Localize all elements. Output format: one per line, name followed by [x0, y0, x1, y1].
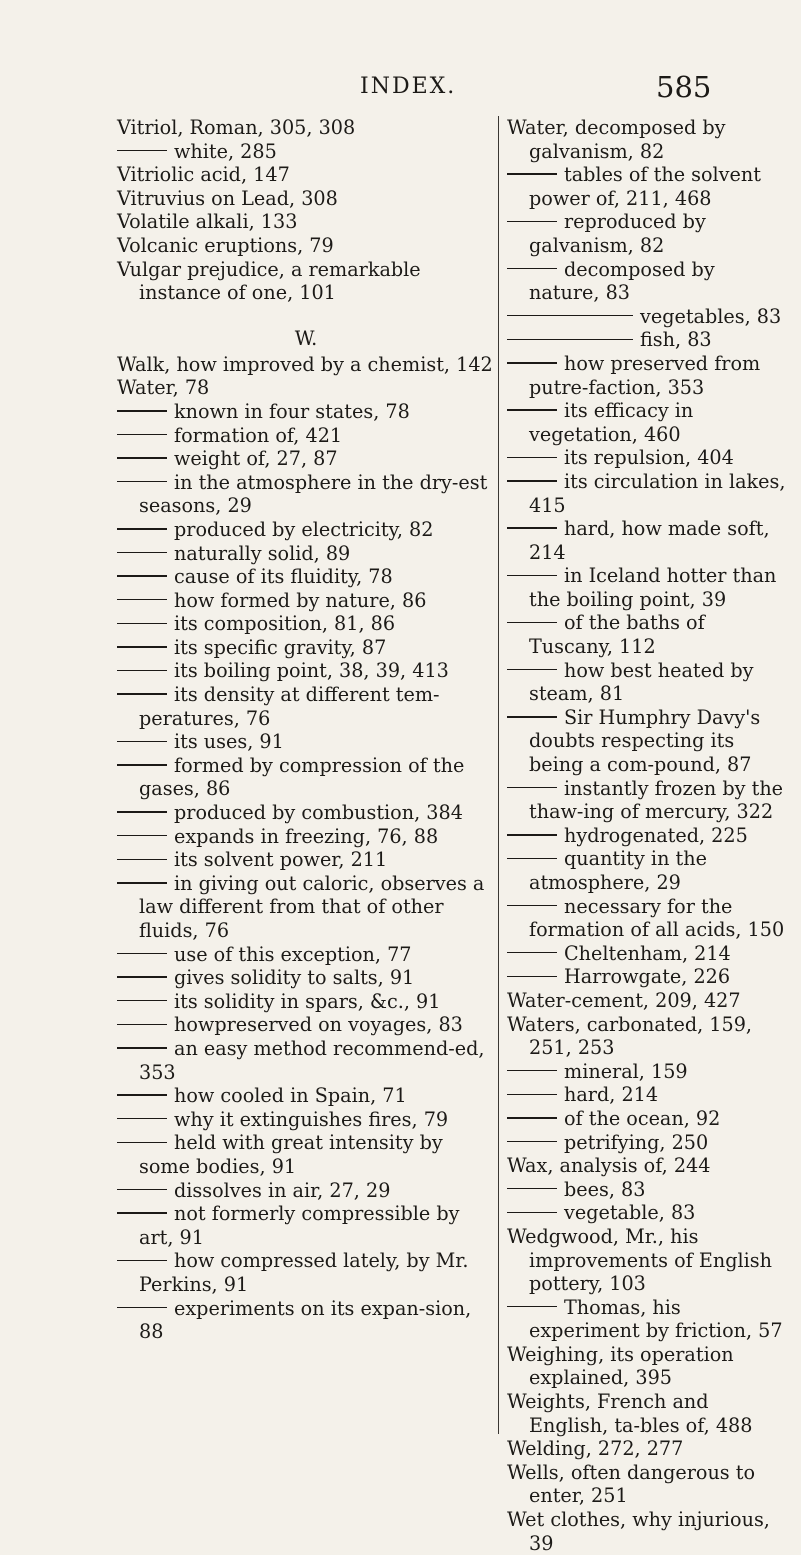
ditto-dash: [507, 858, 557, 859]
ditto-dash: [117, 434, 167, 435]
index-entry-text: its efficacy in vegetation, 460: [529, 399, 694, 446]
ditto-dash: [117, 670, 167, 671]
index-entry: [117, 471, 495, 518]
index-entry-text: of the ocean, 92: [564, 1106, 721, 1130]
index-entry-text: fish, 83: [640, 328, 712, 352]
ditto-dash: [117, 481, 167, 482]
index-entry-text: Waters, carbonated, 159, 251, 253: [507, 1012, 753, 1060]
index-entry-text: Water-cement, 209, 427: [507, 988, 741, 1012]
index-entry: [507, 1083, 787, 1107]
index-entry: [117, 542, 495, 566]
index-entry-text: mineral, 159: [564, 1059, 688, 1083]
index-entry: [507, 1343, 787, 1390]
index-entry: [117, 1249, 495, 1296]
ditto-dash: [507, 575, 557, 576]
index-entry: [117, 1108, 495, 1132]
index-entry-text: naturally solid, 89: [174, 541, 351, 565]
index-entry-text: Thomas, his experiment by friction, 57: [529, 1295, 783, 1343]
index-entry-text: Vulgar prejudice, a remarkable instance of one, 101: [117, 257, 421, 305]
index-entry: [507, 706, 787, 777]
index-entry-text: Welding, 272, 277: [507, 1437, 684, 1461]
running-title: INDEX.: [360, 74, 457, 99]
index-entry-text: of the baths of Tuscany, 112: [529, 611, 705, 659]
index-entry: [507, 824, 787, 848]
index-entry-text: bees, 83: [564, 1177, 646, 1201]
ditto-dash: [507, 480, 557, 481]
ditto-dash: [117, 741, 167, 742]
ditto-dash: [117, 859, 167, 860]
ditto-dash: [117, 1189, 167, 1190]
index-entry: [117, 730, 495, 754]
ditto-dash: [507, 1070, 557, 1071]
index-entry-text: produced by electricity, 82: [174, 517, 434, 541]
index-entry: [507, 777, 787, 824]
index-entry-text: vegetables, 83: [640, 304, 782, 328]
index-entry-text: weight of, 27, 87: [174, 447, 338, 471]
index-entry-text: hard, how made soft, 214: [529, 517, 770, 564]
index-entry-text: formation of, 421: [174, 423, 343, 447]
index-entry: [117, 872, 495, 943]
index-entry-text: vegetable, 83: [564, 1201, 696, 1225]
index-entry: [117, 1297, 495, 1344]
ditto-dash: [507, 362, 557, 363]
index-entry: [117, 234, 495, 258]
index-entry-text: experiments on its expan-sion, 88: [139, 1296, 472, 1344]
index-entry: [507, 517, 787, 564]
index-entry-text: Walk, how improved by a chemist, 142: [117, 352, 493, 376]
index-entry-text: Water, decomposed by galvanism, 82: [507, 116, 726, 163]
ditto-dash: [117, 575, 167, 576]
index-entry-text: how preserved from putre-faction, 353: [529, 351, 761, 399]
ditto-dash: [507, 787, 557, 788]
ditto-dash: [117, 1047, 167, 1048]
ditto-dash: [117, 623, 167, 624]
index-entry-text: use of this exception, 77: [174, 942, 412, 966]
index-entry-text: Weighing, its operation explained, 395: [507, 1342, 734, 1390]
index-entry: [117, 518, 495, 542]
index-column-right: [507, 116, 787, 1555]
ditto-dash: [117, 764, 167, 765]
ditto-dash: [117, 528, 167, 529]
ditto-dash: [117, 1118, 167, 1119]
index-entry: [507, 965, 787, 989]
ditto-dash: [507, 457, 557, 458]
index-entry-text: tables of the solvent power of, 211, 468: [529, 163, 761, 210]
index-entry-text: white, 285: [174, 139, 277, 163]
index-entry-text: how cooled in Spain, 71: [174, 1084, 407, 1108]
index-entry-text: quantity in the atmosphere, 29: [529, 847, 707, 894]
index-entry-text: instantly frozen by the thaw-ing of mercury, 322: [529, 776, 784, 824]
index-entry: [117, 116, 495, 140]
ditto-dash: [117, 835, 167, 836]
ditto-dash: [507, 1212, 557, 1213]
index-entry-text: how formed by nature, 86: [174, 588, 427, 612]
index-entry: [117, 1084, 495, 1108]
index-entry: [507, 1178, 787, 1202]
index-entry: [507, 1508, 787, 1555]
index-entry-text: reproduced by galvanism, 82: [529, 210, 706, 257]
ditto-dash: [507, 527, 557, 528]
index-entry-text: Volcanic eruptions, 79: [117, 233, 334, 257]
index-entry: [507, 1154, 787, 1178]
index-entry-text: its solidity in spars, &c., 91: [174, 989, 441, 1013]
index-entry: [507, 1296, 787, 1343]
index-entry: [117, 1179, 495, 1203]
index-entry: [507, 1060, 787, 1084]
index-entry-text: hard, 214: [564, 1083, 659, 1107]
index-entry: [117, 589, 495, 613]
index-entry: [117, 683, 495, 730]
index-entry-text: how best heated by steam, 81: [529, 658, 754, 706]
index-entry: [507, 611, 787, 658]
ditto-dash: [507, 834, 557, 835]
index-entry: [507, 1013, 787, 1060]
index-entry: [117, 163, 495, 187]
index-entry-text: gives solidity to salts, 91: [174, 966, 415, 990]
index-entry-text: decomposed by nature, 83: [529, 257, 715, 305]
index-entry-text: in the atmosphere in the dry-est seasons, 29: [139, 470, 488, 518]
index-entry-text: held with great intensity by some bodies, 91: [139, 1131, 443, 1178]
ditto-dash: [117, 150, 167, 151]
index-entry-text: Vitriol, Roman, 305, 308: [117, 116, 356, 139]
ditto-dash: [117, 646, 167, 647]
index-entry-text: its solvent power, 211: [174, 848, 388, 872]
index-entry: [117, 187, 495, 211]
index-entry-text: how compressed lately, by Mr. Perkins, 91: [139, 1249, 469, 1296]
ditto-dash: [507, 1094, 557, 1095]
column-divider: [498, 116, 499, 1434]
index-entry: [117, 353, 495, 377]
index-entry: [507, 305, 787, 329]
index-entry: [507, 163, 787, 210]
index-entry: [117, 848, 495, 872]
ditto-dash: [507, 221, 557, 222]
index-entry-text: Volatile alkali, 133: [117, 210, 298, 234]
ditto-dash: [507, 1141, 557, 1142]
index-entry-text: its boiling point, 38, 39, 413: [174, 659, 449, 683]
ditto-dash: [117, 882, 167, 883]
index-entry: [507, 1201, 787, 1225]
ditto-dash: [117, 552, 167, 553]
page-number: 585: [656, 70, 712, 104]
index-entry-text: howpreserved on voyages, 83: [174, 1013, 463, 1037]
index-entry: [507, 659, 787, 706]
index-entry-text: necessary for the formation of all acids, 150: [529, 894, 785, 942]
section-letter: [117, 327, 495, 351]
index-entry: [507, 1390, 787, 1437]
index-entry: [507, 1437, 787, 1461]
index-entry-text: dissolves in air, 27, 29: [174, 1178, 391, 1202]
ditto-dash: [117, 811, 167, 812]
index-entry: [507, 1131, 787, 1155]
index-entry: [507, 210, 787, 257]
index-entry: [507, 1107, 787, 1131]
ditto-dash: [507, 268, 557, 269]
ditto-dash: [117, 1142, 167, 1143]
index-entry-text: Wells, often dangerous to enter, 251: [507, 1460, 756, 1508]
ditto-dash: [507, 1306, 557, 1307]
ditto-dash: [117, 457, 167, 458]
index-entry: [117, 1013, 495, 1037]
ditto-dash: [117, 1212, 167, 1213]
index-entry-text: Wet clothes, why injurious, 39: [507, 1508, 770, 1555]
ditto-dash: [117, 976, 167, 977]
ditto-dash: [507, 1117, 557, 1118]
ditto-dash: [507, 622, 557, 623]
index-entry: [117, 636, 495, 660]
index-entry-text: Vitriolic acid, 147: [117, 163, 290, 187]
index-entry: [117, 210, 495, 234]
index-entry: [507, 328, 787, 352]
index-entry-text: produced by combustion, 384: [174, 801, 463, 825]
index-entry: [117, 612, 495, 636]
index-entry: [117, 1202, 495, 1249]
index-entry-text: Water, 78: [117, 376, 210, 400]
index-entry: [117, 424, 495, 448]
ditto-dash: [507, 952, 557, 953]
index-entry: [507, 446, 787, 470]
ditto-dash: [507, 669, 557, 670]
index-entry: [117, 447, 495, 471]
index-entry-text: Sir Humphry Davy's doubts respecting its being a com-pound, 87: [529, 705, 761, 777]
ditto-dash: [507, 409, 557, 410]
index-entry: [507, 399, 787, 446]
ditto-dash: [507, 976, 557, 977]
ditto-dash: [507, 905, 557, 906]
ditto-dash: [117, 1024, 167, 1025]
ditto-dash: [117, 1260, 167, 1261]
index-entry: [507, 989, 787, 1013]
index-entry-text: formed by compression of the gases, 86: [139, 753, 465, 801]
index-entry: [117, 966, 495, 990]
ditto-dash: [507, 315, 633, 316]
index-entry: [507, 564, 787, 611]
index-entry: [117, 1131, 495, 1178]
index-entry: [507, 895, 787, 942]
index-entry: [507, 470, 787, 517]
ditto-dash: [507, 339, 633, 340]
index-entry-text: known in four states, 78: [174, 399, 410, 423]
index-entry: [117, 1037, 495, 1084]
index-entry-text: why it extinguishes fires, 79: [174, 1107, 449, 1131]
index-entry: [117, 990, 495, 1014]
index-entry: [507, 116, 787, 163]
index-entry-text: its composition, 81, 86: [174, 612, 396, 636]
index-entry: [507, 847, 787, 894]
index-entry-text: hydrogenated, 225: [564, 823, 748, 847]
index-entry: [117, 400, 495, 424]
index-entry-text: expands in freezing, 76, 88: [174, 824, 439, 848]
index-entry: [507, 352, 787, 399]
index-entry-text: its uses, 91: [174, 730, 284, 754]
page-header: [0, 64, 801, 108]
index-entry-text: Vitruvius on Lead, 308: [117, 186, 338, 210]
index-entry: [117, 801, 495, 825]
index-entry: [507, 942, 787, 966]
ditto-dash: [507, 173, 557, 174]
index-entry-text: an easy method recommend-ed, 353: [139, 1036, 485, 1084]
ditto-dash: [117, 410, 167, 411]
index-entry: [117, 659, 495, 683]
ditto-dash: [117, 599, 167, 600]
ditto-dash: [507, 716, 557, 717]
ditto-dash: [117, 1307, 167, 1308]
index-entry: [507, 258, 787, 305]
index-column-left: [117, 116, 495, 1344]
index-entry-text: Cheltenham, 214: [564, 941, 731, 965]
ditto-dash: [117, 1094, 167, 1095]
index-entry: [117, 376, 495, 400]
ditto-dash: [117, 693, 167, 694]
index-entry-text: its repulsion, 404: [564, 446, 734, 470]
index-entry: [117, 140, 495, 164]
ditto-dash: [117, 953, 167, 954]
index-entry-text: Weights, French and English, ta-bles of, 488: [507, 1390, 753, 1437]
index-entry: [117, 565, 495, 589]
index-entry: [117, 754, 495, 801]
ditto-dash: [117, 1000, 167, 1001]
index-entry: [117, 943, 495, 967]
index-entry-text: cause of its fluidity, 78: [174, 565, 393, 589]
index-entry-text: Wax, analysis of, 244: [507, 1154, 711, 1178]
index-entry: [507, 1461, 787, 1508]
index-entry-text: Harrowgate, 226: [564, 965, 731, 989]
index-entry: [507, 1225, 787, 1296]
ditto-dash: [507, 1188, 557, 1189]
index-entry-text: not formerly compressible by art, 91: [139, 1202, 460, 1249]
index-entry-text: its circulation in lakes, 415: [529, 469, 786, 517]
index-entry: [117, 258, 495, 305]
index-entry-text: in Iceland hotter than the boiling point, 39: [529, 564, 777, 611]
index-entry: [117, 825, 495, 849]
index-entry-text: petrifying, 250: [564, 1130, 709, 1154]
index-entry-text: its density at different tem-peratures, 76: [139, 683, 440, 730]
section-letter-text: W.: [294, 326, 318, 350]
index-entry-text: in giving out caloric, observes a law different from that of other fluids, 76: [139, 871, 485, 942]
index-entry-text: Wedgwood, Mr., his improvements of English pottery, 103: [507, 1224, 772, 1296]
index-entry-text: its specific gravity, 87: [174, 635, 387, 659]
